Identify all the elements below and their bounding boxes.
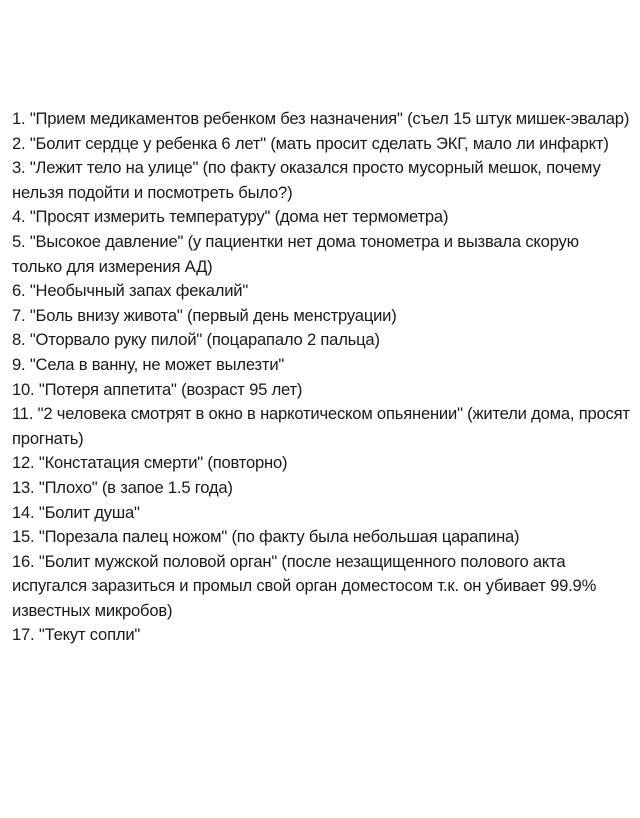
list-item-5: 5. "Высокое давление" (у пациентки нет дома тонометра и вызвала скорую только для измерения АД) xyxy=(12,231,579,276)
list-item-12: 12. "Констатация смерти" (повторно) xyxy=(12,453,288,473)
list-item-6: 6. "Необычный запах фекалий" xyxy=(12,281,249,301)
call-list xyxy=(12,107,632,648)
list-item-2: 2. "Болит сердце у ребенка 6 лет" (мать просит сделать ЭКГ, мало ли инфаркт) xyxy=(12,133,609,153)
list-item-1: 1. "Прием медикаментов ребенком без назначения" (съел 15 штук мишек-эвалар) xyxy=(12,109,630,128)
list-item-3: 3. "Лежит тело на улице" (по факту оказался просто мусорный мешок, почему нельзя подойти и посмотреть было?) xyxy=(12,158,601,202)
list-item-16: 16. "Болит мужской половой орган" (после незащищенного полового акта испугался заразиться и промыл свой орган доместосом т.к. он убивает 99.9% известных микробов) xyxy=(12,551,597,620)
list-item-10: 10. "Потеря аппетита" (возраст 95 лет) xyxy=(12,379,303,399)
list-item-17: 17. "Текут сопли" xyxy=(12,625,141,645)
list-item-14: 14. "Болит душа" xyxy=(12,502,140,522)
list-item-7: 7. "Боль внизу живота" (первый день менструации) xyxy=(12,305,397,325)
list-item-11: 11. "2 человека смотрят в окно в наркотическом опьянении" (жители дома, просят прогнать) xyxy=(12,404,630,448)
list-item-8: 8. "Оторвало руку пилой" (поцарапало 2 пальца) xyxy=(12,330,380,350)
list-item-15: 15. "Порезала палец ножом" (по факту была небольшая царапина) xyxy=(12,527,520,547)
list-item-13: 13. "Плохо" (в запое 1.5 года) xyxy=(12,477,233,497)
list-item-4: 4. "Просят измерить температуру" (дома нет термометра) xyxy=(12,207,449,227)
list-item-9: 9. "Села в ванну, не может вылезти" xyxy=(12,354,285,374)
